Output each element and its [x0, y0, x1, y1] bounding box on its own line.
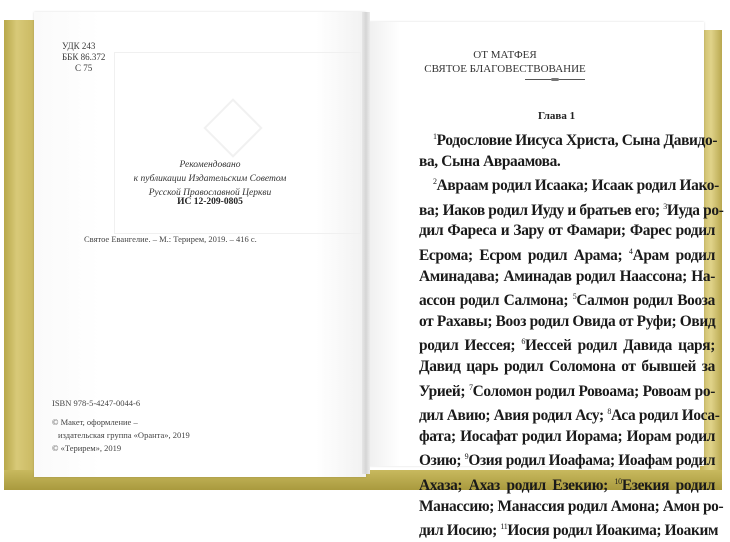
verse-number: 6: [521, 337, 526, 347]
scripture-line: ассон родил Салмона; $^5$Салмон родил Вооза: [419, 292, 715, 310]
book-cover-left-edge: [4, 20, 36, 488]
verse-number: 1: [433, 132, 437, 141]
gospel-subtitle-line: СВЯТОЕ БЛАГОВЕСТВОВАНИЕ: [424, 63, 586, 75]
bbk-code: ББК 86.372: [62, 52, 106, 62]
recommendation-line: Рекомендовано: [179, 160, 241, 170]
verse-number: 5: [572, 292, 577, 302]
isbn: ISBN 978-5-4247-0044-6: [52, 398, 141, 408]
scripture-line: Манассию; Манассия родил Амона; Амон ро-: [419, 497, 724, 515]
verse-number: 9: [464, 452, 469, 462]
scripture-line: Урией; $^7$Соломон родил Ровоама; Ровоам ро-: [419, 382, 716, 400]
udk-code: УДК 243: [62, 41, 96, 51]
scripture-line: дил Иосию; $^{11}$Иосия родил Иоакима; Иоаким: [419, 522, 719, 540]
verse-number: 2: [433, 177, 437, 187]
recommendation-line: Русской Православной Церкви: [148, 188, 272, 198]
scripture-line: Аминадава; Аминадав родил Наассона; На-: [419, 267, 715, 285]
copyright-line: © Макет, оформление –: [52, 417, 138, 427]
scripture-line: от Рахавы; Вооз родил Овида от Руфи; Овид: [419, 312, 716, 330]
scripture-line: Ахаза; Ахаз родил Езекию; $^{10}$Езекия родил: [419, 476, 716, 494]
scripture-line: ва, Сына Авраамова.: [419, 152, 561, 170]
copyright-line: издательская группа «Оранта», 2019: [58, 430, 190, 440]
recommendation-line: к публикации Издательским Советом: [133, 174, 287, 184]
verse-number: 4: [628, 246, 633, 256]
gospel-title: [410, 48, 600, 76]
scripture-line: родил Иессея; $^6$Иессей родил Давида царя;: [419, 337, 715, 355]
chapter-heading: Глава 1: [538, 110, 576, 122]
copyright-block: [52, 416, 190, 455]
scripture-line: дил Фареса и Зару от Фамари; Фарес родил: [419, 222, 715, 240]
verse-number: 7: [468, 382, 473, 392]
ornamental-rule: [525, 79, 585, 80]
scripture-text: [419, 127, 724, 542]
scripture-line: Есрома; Есром родил Арама; $^4$Арам родил: [419, 246, 715, 264]
scripture-line: ва; Иаков родил Иуду и братьев его; $^3$Иуда ро-: [419, 201, 724, 219]
book-gutter: [362, 12, 370, 474]
verse-number: 8: [607, 407, 611, 417]
copyright-line: © «Терирем», 2019: [52, 443, 122, 453]
scripture-line: $^1$Родословие Иисуса Христа, Сына Давидо-: [433, 132, 718, 149]
scripture-line: дил Авию; Авия родил Асу; $^8$Аса родил Иоса-: [419, 407, 720, 425]
gospel-title-line: ОТ МАТФЕЯ: [473, 49, 537, 61]
scripture-line: фата; Иосафат родил Иорама; Иорам родил: [419, 427, 715, 445]
author-mark: С 75: [75, 63, 93, 73]
scripture-line: $^2$Авраам родил Исаака; Исаак родил Иако-: [433, 177, 719, 195]
verse-number: 3: [663, 201, 667, 211]
scripture-line: Озию; $^9$Озия родил Иоафама; Иоафам родил: [419, 452, 716, 470]
is-code: ИС 12-209-0805: [177, 197, 243, 207]
classification-codes: [62, 41, 105, 74]
scripture-line: Давид царь родил Соломона от бывшей за: [419, 357, 715, 375]
bibliographic-entry: Святое Евангелие. – М.: Терирем, 2019. – 416 с.: [84, 234, 257, 244]
verse-number: 11: [500, 522, 508, 532]
recommendation-note: [90, 158, 330, 200]
verse-number: 10: [614, 476, 622, 486]
